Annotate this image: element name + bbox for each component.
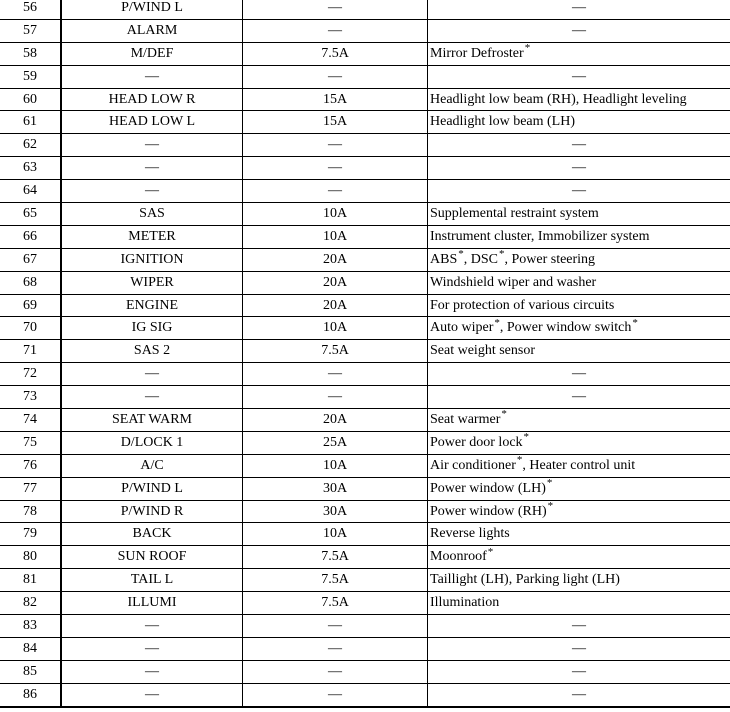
fuse-number-cell: 82 <box>0 592 61 615</box>
fuse-number-cell: 74 <box>0 409 61 432</box>
protected-component-cell: Seat warmer* <box>428 409 730 432</box>
fuse-amperage-cell: 7.5A <box>243 546 428 569</box>
fuse-number-cell: 56 <box>0 0 61 19</box>
table-row <box>0 454 730 477</box>
table-row <box>0 42 730 65</box>
protected-component-cell: Instrument cluster, Immobilizer system <box>428 225 730 248</box>
fuse-amperage-cell: — <box>243 180 428 203</box>
table-row <box>0 19 730 42</box>
fuse-amperage-cell: 10A <box>243 203 428 226</box>
fuse-name-cell: D/LOCK 1 <box>61 431 243 454</box>
footnote-asterisk: * <box>487 545 494 558</box>
fuse-name-cell: IG SIG <box>61 317 243 340</box>
table-row <box>0 271 730 294</box>
protected-component-cell: ABS*, DSC*, Power steering <box>428 248 730 271</box>
protected-component-cell: Headlight low beam (LH) <box>428 111 730 134</box>
protected-component-cell: Headlight low beam (RH), Headlight leveling <box>428 88 730 111</box>
fuse-amperage-cell: 15A <box>243 88 428 111</box>
fuse-name-cell: ENGINE <box>61 294 243 317</box>
table-row <box>0 0 730 19</box>
fuse-number-cell: 69 <box>0 294 61 317</box>
fuse-name-cell: — <box>61 363 243 386</box>
table-row <box>0 637 730 660</box>
fuse-number-cell: 76 <box>0 454 61 477</box>
fuse-amperage-cell: — <box>243 157 428 180</box>
table-row <box>0 134 730 157</box>
footnote-asterisk: * <box>547 500 554 512</box>
footnote-asterisk: * <box>524 42 531 55</box>
protected-component-cell: — <box>428 0 730 19</box>
fuse-amperage-cell: 30A <box>243 477 428 500</box>
fuse-amperage-cell: 7.5A <box>243 569 428 592</box>
protected-component-cell: Power window (RH)* <box>428 500 730 523</box>
fuse-name-cell: METER <box>61 225 243 248</box>
fuse-amperage-cell: — <box>243 683 428 706</box>
protected-component-cell: Power window (LH)* <box>428 477 730 500</box>
table-row <box>0 660 730 683</box>
table-row <box>0 523 730 546</box>
fuse-number-cell: 58 <box>0 42 61 65</box>
table-row <box>0 592 730 615</box>
footnote-asterisk: * <box>523 431 530 444</box>
protected-component-cell: Taillight (LH), Parking light (LH) <box>428 569 730 592</box>
table-row <box>0 500 730 523</box>
fuse-name-cell: ALARM <box>61 19 243 42</box>
table-row <box>0 363 730 386</box>
table-row <box>0 203 730 226</box>
fuse-amperage-cell: — <box>243 19 428 42</box>
protected-component-cell: — <box>428 615 730 638</box>
fuse-amperage-cell: 10A <box>243 523 428 546</box>
fuse-amperage-cell: — <box>243 637 428 660</box>
fuse-name-cell: — <box>61 660 243 683</box>
fuse-name-cell: — <box>61 615 243 638</box>
fuse-name-cell: — <box>61 637 243 660</box>
protected-component-cell: — <box>428 386 730 409</box>
fuse-number-cell: 79 <box>0 523 61 546</box>
fuse-name-cell: WIPER <box>61 271 243 294</box>
table-row <box>0 546 730 569</box>
fuse-number-cell: 64 <box>0 180 61 203</box>
fuse-name-cell: HEAD LOW R <box>61 88 243 111</box>
fuse-number-cell: 84 <box>0 637 61 660</box>
fuse-number-cell: 65 <box>0 203 61 226</box>
table-row <box>0 294 730 317</box>
protected-component-cell: — <box>428 19 730 42</box>
fuse-name-cell: — <box>61 386 243 409</box>
protected-component-cell: Windshield wiper and washer <box>428 271 730 294</box>
fuse-name-cell: SAS <box>61 203 243 226</box>
fuse-number-cell: 66 <box>0 225 61 248</box>
fuse-number-cell: 60 <box>0 88 61 111</box>
fuse-name-cell: SUN ROOF <box>61 546 243 569</box>
protected-component-cell: Illumination <box>428 592 730 615</box>
fuse-name-cell: M/DEF <box>61 42 243 65</box>
protected-component-cell: Supplemental restraint system <box>428 203 730 226</box>
table-row <box>0 111 730 134</box>
footnote-asterisk: * <box>498 248 505 261</box>
protected-component-cell: — <box>428 157 730 180</box>
fuse-name-cell: HEAD LOW L <box>61 111 243 134</box>
fuse-amperage-cell: 20A <box>243 248 428 271</box>
footnote-asterisk: * <box>494 316 500 329</box>
fuse-number-cell: 63 <box>0 157 61 180</box>
fuse-name-cell: — <box>61 134 243 157</box>
fuse-name-cell: BACK <box>61 523 243 546</box>
fuse-name-cell: ILLUMI <box>61 592 243 615</box>
fuse-amperage-cell: 20A <box>243 271 428 294</box>
fuse-number-cell: 61 <box>0 111 61 134</box>
fuse-number-cell: 67 <box>0 248 61 271</box>
fuse-amperage-cell: 10A <box>243 317 428 340</box>
protected-component-cell: — <box>428 180 730 203</box>
fuse-amperage-cell: — <box>243 0 428 19</box>
fuse-name-cell: A/C <box>61 454 243 477</box>
table-row <box>0 180 730 203</box>
fuse-number-cell: 85 <box>0 660 61 683</box>
fuse-name-cell: — <box>61 180 243 203</box>
fuse-number-cell: 77 <box>0 477 61 500</box>
fuse-amperage-cell: — <box>243 386 428 409</box>
fuse-amperage-cell: 7.5A <box>243 592 428 615</box>
footnote-asterisk: * <box>458 248 464 261</box>
protected-component-cell: Moonroof* <box>428 546 730 569</box>
table-row <box>0 88 730 111</box>
fuse-amperage-cell: 7.5A <box>243 340 428 363</box>
table-row <box>0 431 730 454</box>
fuse-name-cell: SEAT WARM <box>61 409 243 432</box>
fuse-number-cell: 71 <box>0 340 61 363</box>
protected-component-cell: Air conditioner*, Heater control unit <box>428 454 730 477</box>
table-row <box>0 386 730 409</box>
footnote-asterisk: * <box>546 477 553 489</box>
footnote-asterisk: * <box>632 316 638 329</box>
fuse-amperage-cell: 10A <box>243 225 428 248</box>
fuse-amperage-cell: 15A <box>243 111 428 134</box>
table-row <box>0 225 730 248</box>
table-row <box>0 157 730 180</box>
fuse-name-cell: SAS 2 <box>61 340 243 363</box>
protected-component-cell: Power door lock* <box>428 431 730 454</box>
fuse-number-cell: 57 <box>0 19 61 42</box>
protected-component-cell: — <box>428 363 730 386</box>
fuse-name-cell: P/WIND R <box>61 500 243 523</box>
fuse-number-cell: 75 <box>0 431 61 454</box>
fuse-number-cell: 81 <box>0 569 61 592</box>
fuse-name-cell: — <box>61 65 243 88</box>
fuse-amperage-cell: 25A <box>243 431 428 454</box>
table-row <box>0 248 730 271</box>
table-row <box>0 569 730 592</box>
fuse-amperage-cell: 7.5A <box>243 42 428 65</box>
protected-component-cell: — <box>428 683 730 706</box>
fuse-amperage-cell: — <box>243 363 428 386</box>
fuse-number-cell: 78 <box>0 500 61 523</box>
protected-component-cell: — <box>428 65 730 88</box>
footnote-asterisk: * <box>501 408 507 421</box>
protected-component-cell: — <box>428 637 730 660</box>
fuse-amperage-cell: 20A <box>243 409 428 432</box>
fuse-name-cell: P/WIND L <box>61 477 243 500</box>
fuse-number-cell: 73 <box>0 386 61 409</box>
fuse-amperage-cell: — <box>243 660 428 683</box>
fuse-amperage-cell: 20A <box>243 294 428 317</box>
fuse-number-cell: 86 <box>0 683 61 706</box>
protected-component-cell: Mirror Defroster* <box>428 42 730 65</box>
fuse-name-cell: — <box>61 157 243 180</box>
fuse-number-cell: 68 <box>0 271 61 294</box>
fuse-name-cell: TAIL L <box>61 569 243 592</box>
fuse-number-cell: 80 <box>0 546 61 569</box>
fuse-name-cell: P/WIND L <box>61 0 243 19</box>
fuse-amperage-cell: 10A <box>243 454 428 477</box>
table-row <box>0 615 730 638</box>
fuse-number-cell: 62 <box>0 134 61 157</box>
table-row <box>0 477 730 500</box>
protected-component-cell: — <box>428 134 730 157</box>
protected-component-cell: Seat weight sensor <box>428 340 730 363</box>
fuse-amperage-cell: 30A <box>243 500 428 523</box>
fuse-number-cell: 83 <box>0 615 61 638</box>
protected-component-cell: For protection of various circuits <box>428 294 730 317</box>
table-row <box>0 683 730 706</box>
fuse-amperage-cell: — <box>243 615 428 638</box>
fuse-name-cell: IGNITION <box>61 248 243 271</box>
footnote-asterisk: * <box>516 454 523 467</box>
table-row <box>0 409 730 432</box>
fuse-amperage-cell: — <box>243 65 428 88</box>
protected-component-cell: Auto wiper*, Power window switch* <box>428 317 730 340</box>
fuse-amperage-cell: — <box>243 134 428 157</box>
table-row <box>0 317 730 340</box>
fuse-number-cell: 72 <box>0 363 61 386</box>
fuse-number-cell: 70 <box>0 317 61 340</box>
protected-component-cell: Reverse lights <box>428 523 730 546</box>
fuse-name-cell: — <box>61 683 243 706</box>
table-row <box>0 65 730 88</box>
fuse-number-cell: 59 <box>0 65 61 88</box>
table-row <box>0 340 730 363</box>
protected-component-cell: — <box>428 660 730 683</box>
